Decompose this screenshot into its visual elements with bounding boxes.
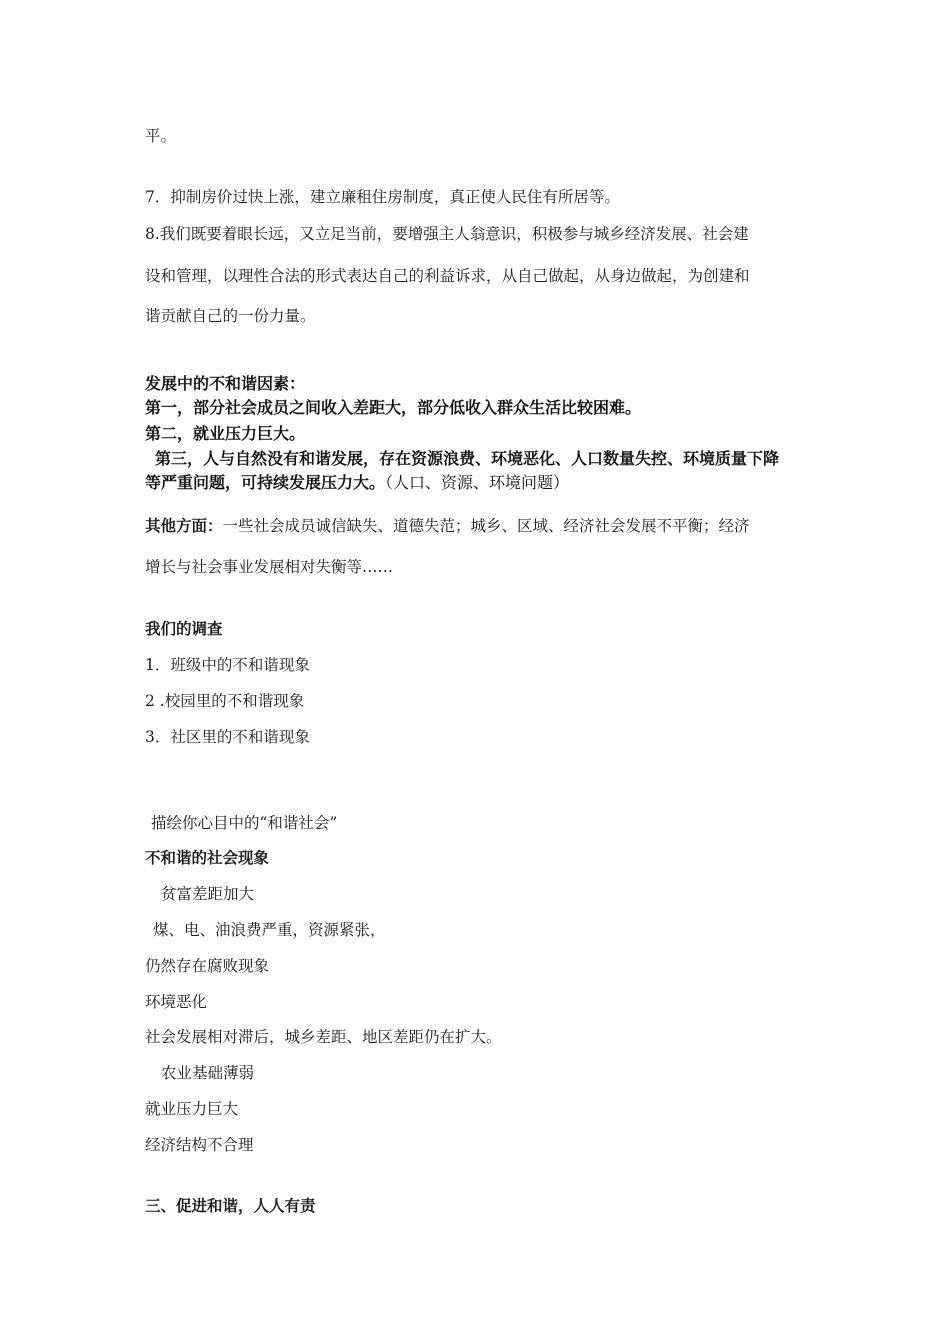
factor-third-line-1: 第三，人与自然没有和谐发展，存在资源浪费、环境恶化、人口数量失控、环境质量下降 xyxy=(155,449,780,468)
factor-third-line-2 xyxy=(145,473,569,493)
survey-item-1: 1．班级中的不和谐现象 xyxy=(145,656,310,674)
survey-item-2: 2 .校园里的不和谐现象 xyxy=(145,692,305,710)
survey-title: 我们的调查 xyxy=(145,619,223,638)
item-8-line-3: 谐贡献自己的一份力量。 xyxy=(145,307,316,325)
factor-third-text: 等严重问题，可持续发展压力大。 xyxy=(145,473,386,492)
factor-third-note: （人口、资源、环境问题） xyxy=(385,473,570,492)
factor-second: 第二，就业压力巨大。 xyxy=(145,424,306,443)
phenomenon-item: 经济结构不合理 xyxy=(145,1136,254,1154)
other-line-2: 增长与社会事业发展相对失衡等…… xyxy=(145,558,394,576)
item-7: 7．抑制房价过快上涨，建立廉租住房制度，真正使人民住有所居等。 xyxy=(145,188,620,206)
phenomenon-item: 环境恶化 xyxy=(145,993,208,1011)
phenomena-title: 不和谐的社会现象 xyxy=(145,848,270,867)
section-3-heading: 三、促进和谐，人人有责 xyxy=(145,1196,316,1215)
phenomenon-item: 农业基础薄弱 xyxy=(161,1064,255,1082)
factors-title: 发展中的不和谐因素： xyxy=(145,374,306,393)
other-label: 其他方面： xyxy=(145,516,223,535)
phenomenon-item: 煤、电、油浪费严重，资源紧张， xyxy=(153,921,386,939)
factor-first: 第一，部分社会成员之间收入差距大，部分低收入群众生活比较困难。 xyxy=(145,398,642,417)
item-8-line-1: 8.我们既要着眼长远，又立足当前，要增强主人翁意识，积极参与城乡经济发展、社会建 xyxy=(145,225,749,243)
paragraph-continuation: 平。 xyxy=(145,127,177,145)
survey-item-3: 3．社区里的不和谐现象 xyxy=(145,728,310,746)
other-text-1: 一些社会成员诚信缺失、道德失范；城乡、区域、经济社会发展不平衡；经济 xyxy=(222,517,750,535)
phenomenon-item: 就业压力巨大 xyxy=(145,1100,239,1118)
phenomenon-item: 仍然存在腐败现象 xyxy=(145,957,270,975)
item-8-line-2: 设和管理，以理性合法的形式表达自己的利益诉求，从自己做起，从身边做起，为创建和 xyxy=(145,267,750,285)
phenomenon-item: 贫富差距加大 xyxy=(161,885,255,903)
describe-heading: 描绘你心目中的“和谐社会” xyxy=(151,814,338,832)
other-line-1 xyxy=(145,516,750,536)
phenomenon-item: 社会发展相对滞后，城乡差距、地区差距仍在扩大。 xyxy=(145,1028,502,1046)
